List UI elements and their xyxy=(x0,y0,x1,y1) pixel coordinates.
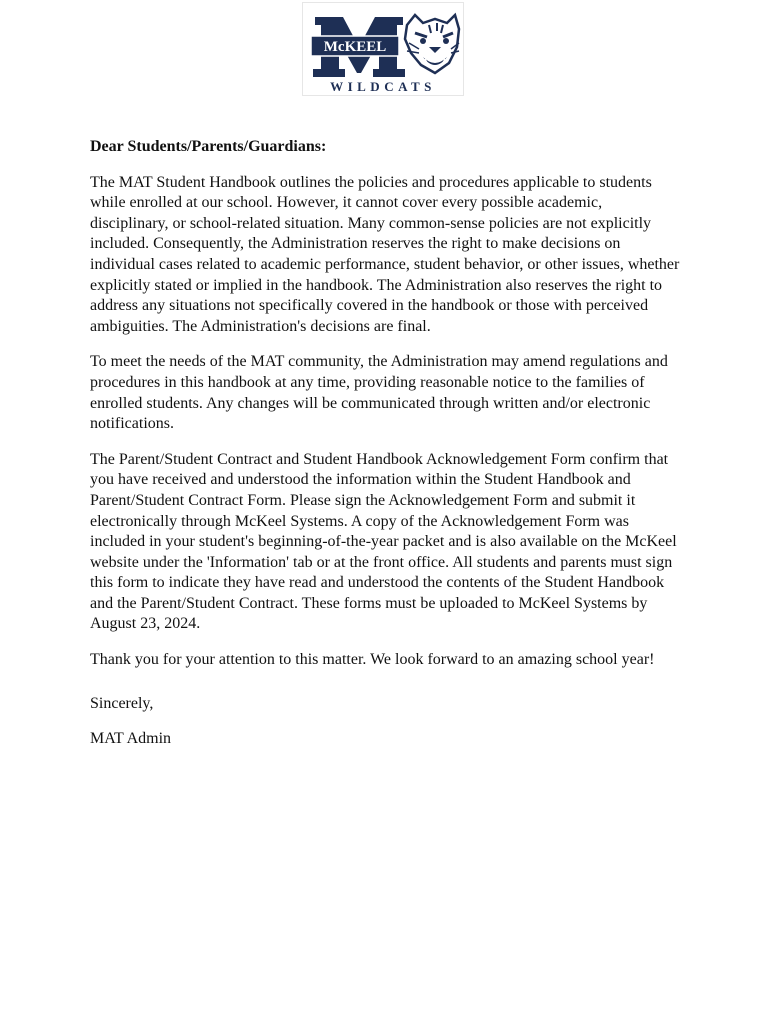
wildcat-logo-icon xyxy=(303,3,463,95)
letter-signature: MAT Admin xyxy=(90,730,172,748)
paragraph-handbook-policies: The MAT Student Handbook outlines the policies and procedures applicable to students while enrolled at our school. However, it cannot cover every possible academic, disciplinary, or school-related situation. Many common-sense policies are not explicitly included. Consequently, the Administration reserves the right to make decisions on individual cases related to academic performance, student behavior, or other issues, whether explicitly stated or implied in the handbook. The Administration also reserves the right to address any situations not specifically covered in the handbook or those with perceived ambiguities. The Administration's decisions are final. xyxy=(90,173,680,335)
paragraph-acknowledgement-form: The Parent/Student Contract and Student Handbook Acknowledgement Form confirm that you have received and understood the information within the Student Handbook and Parent/Student Contract Form. Please sign the Acknowledgement Form and submit it electronically through McKeel Systems. A copy of the Acknowledgement Form was included in your student's beginning-of-the-year packet and is also available on the McKeel website under the 'Information' tab or at the front office. All students and parents must sign this form to indicate they have read and understood the contents of the Student Handbook and the Parent/Student Contract. These forms must be uploaded to McKeel Systems by August 23, 2024. xyxy=(90,450,677,633)
school-logo xyxy=(302,2,464,96)
letter-salutation: Dear Students/Parents/Guardians: xyxy=(90,138,327,155)
paragraph-thank-you: Thank you for your attention to this matter. We look forward to an amazing school year! xyxy=(90,651,655,669)
logo-wordmark: McKEEL xyxy=(323,39,387,55)
letter-body xyxy=(90,137,682,765)
logo-tagline: WILDCATS xyxy=(330,79,436,94)
paragraph-amendments: To meet the needs of the MAT community, the Administration may amend regulations and procedures in this handbook at any time, providing reasonable notice to the families of enrolled students. Any changes will be communicated through written and/or electronic notifications. xyxy=(90,353,668,433)
letter-closing: Sincerely, xyxy=(90,694,154,712)
wildcat-head-icon xyxy=(405,15,459,73)
